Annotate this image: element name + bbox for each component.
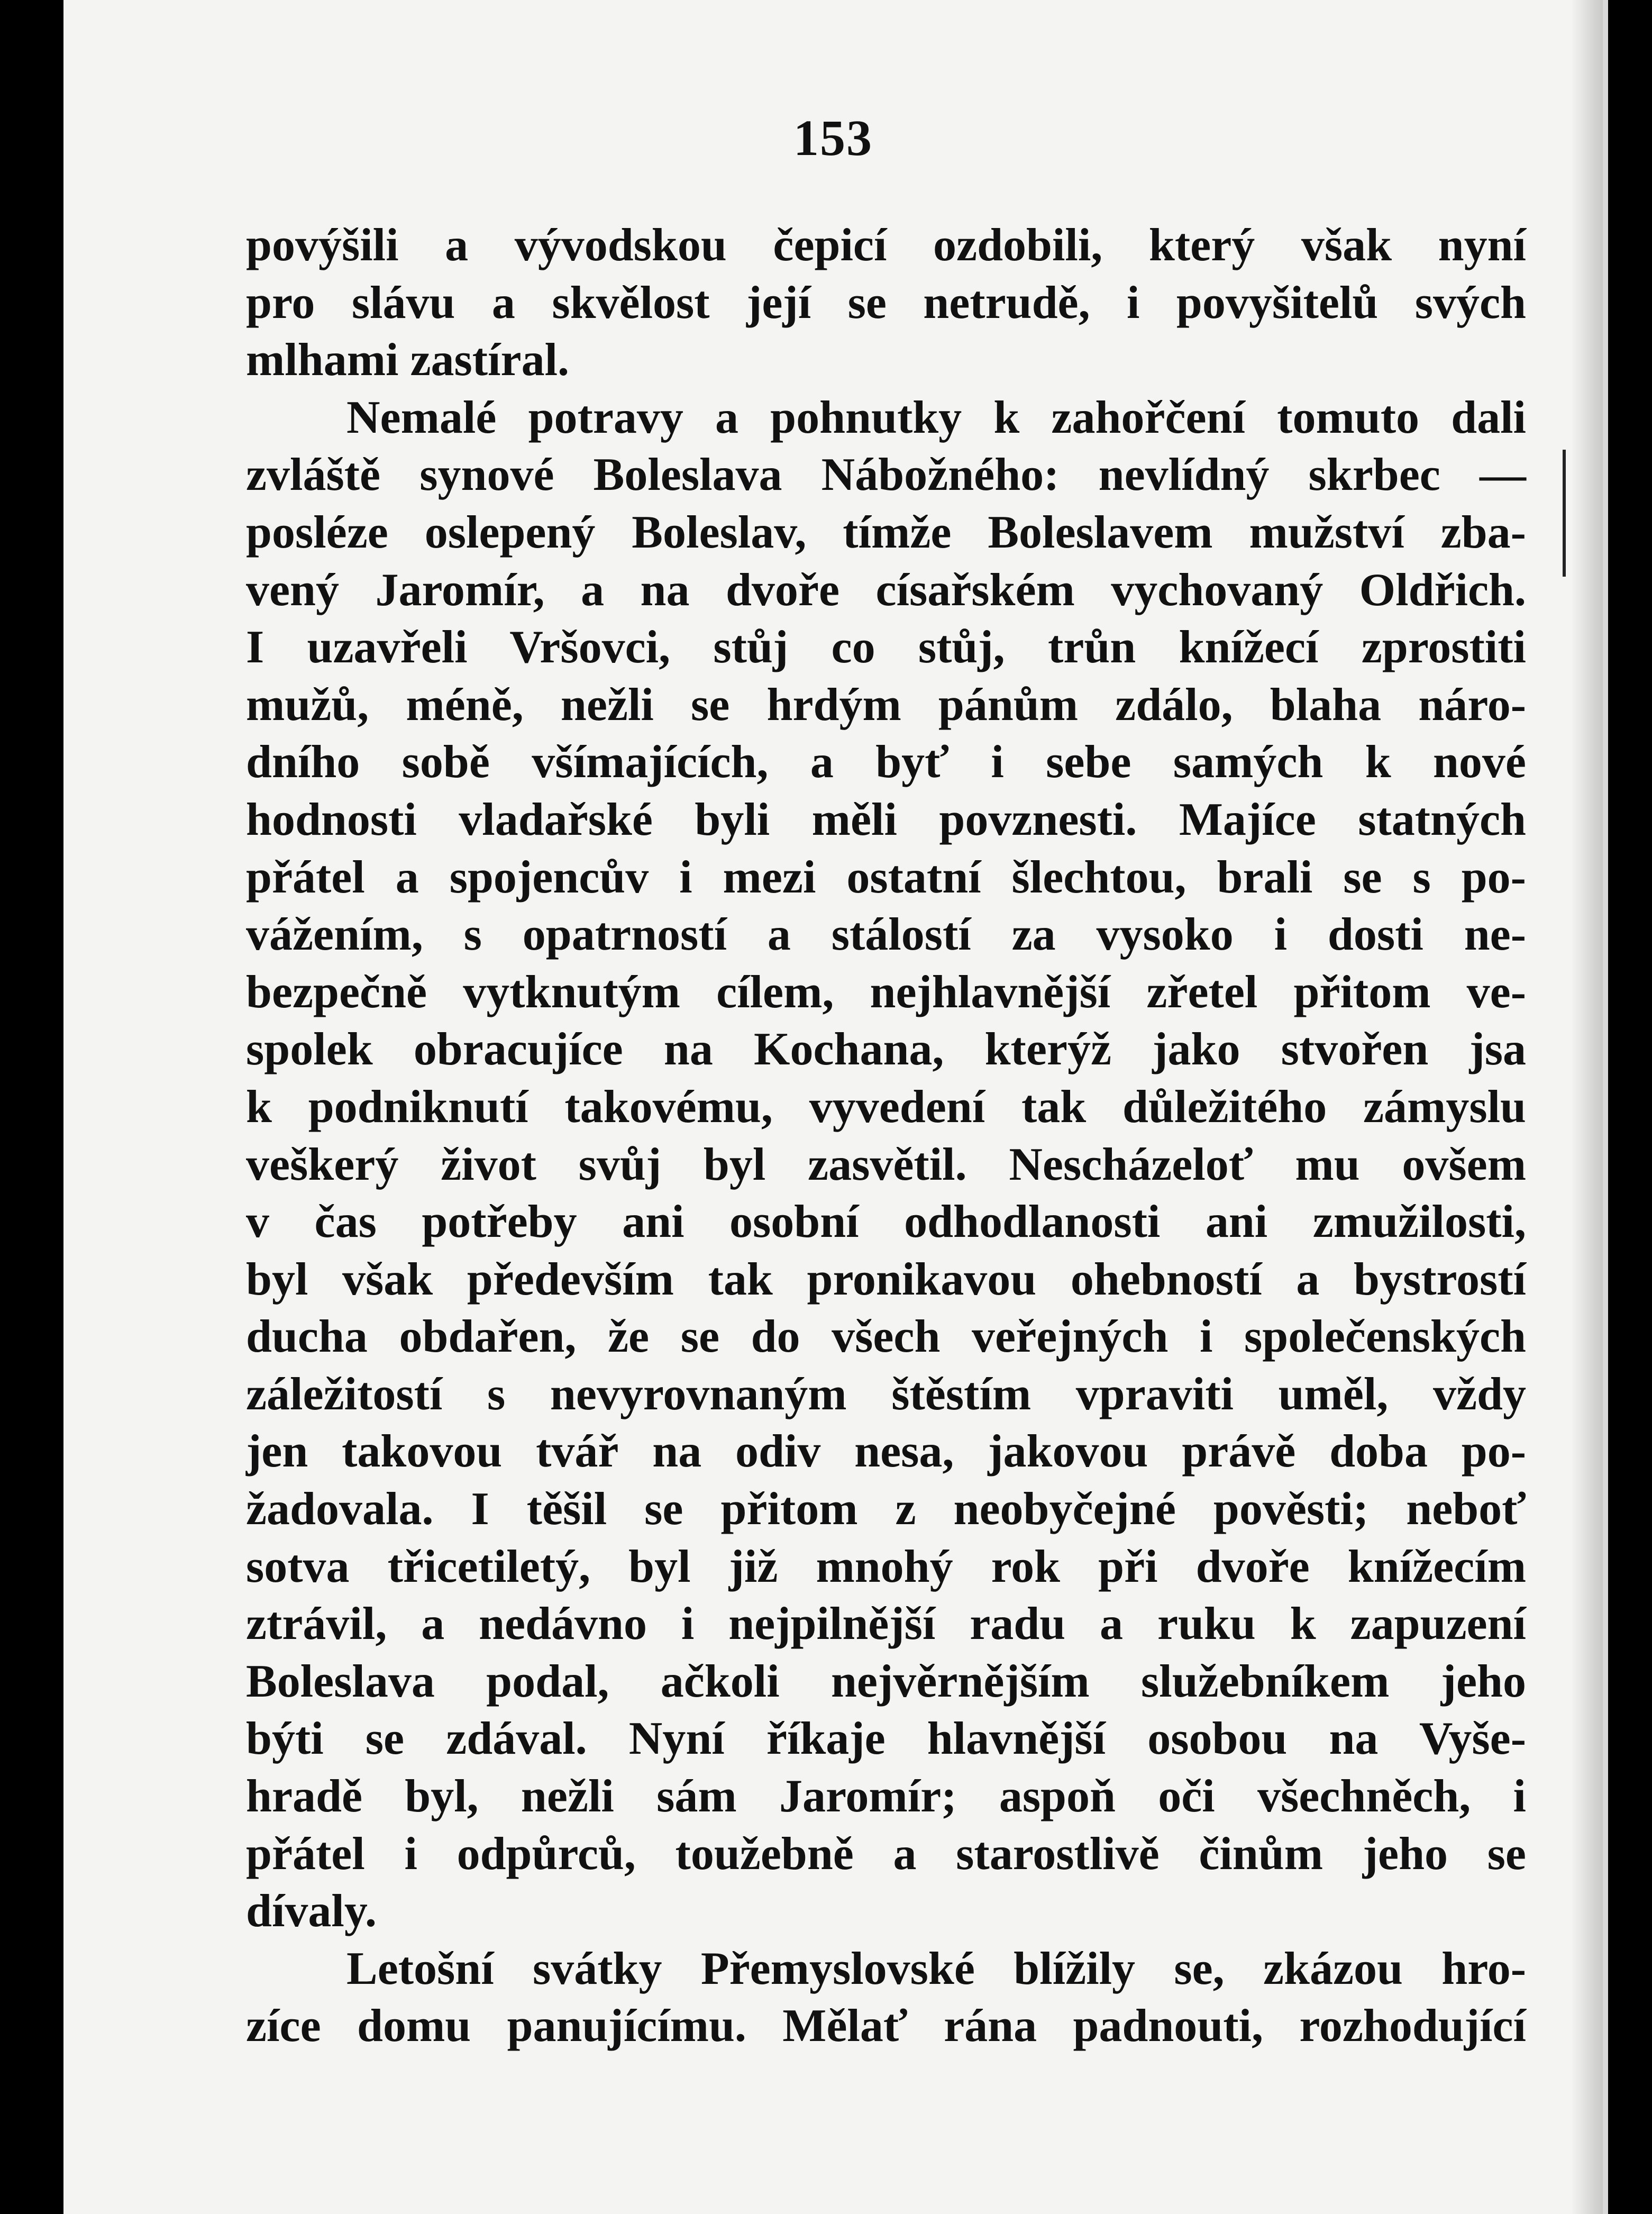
text-line: mlhami zastíral.: [246, 334, 570, 386]
body-text: [246, 217, 1526, 2055]
text-line: vážením, s opatrností a stálostí za vysoko i dosti ne-: [246, 909, 1526, 961]
text-line: Boleslava podal, ačkoli nejvěrnějším služebníkem jeho: [246, 1655, 1526, 1707]
text-line: Letošní svátky Přemyslovské blížily se, zkázou hro-: [346, 1943, 1526, 1994]
text-line: k podniknutí takovému, vyvedení tak důležitého zámyslu: [246, 1081, 1526, 1133]
text-line: sotva třicetiletý, byl již mnohý rok při dvoře knížecím: [246, 1541, 1526, 1592]
text-line: hodnosti vladařské byli měli povznesti. Majíce statných: [246, 794, 1526, 845]
text-line: posléze oslepený Boleslav, tímže Boleslavem mužství zba-: [246, 506, 1526, 558]
text-line: ducha obdařen, že se do všech veřejných i společenských: [246, 1311, 1526, 1363]
text-line: dívaly.: [246, 1885, 377, 1937]
text-line: I uzavřeli Vršovci, stůj co stůj, trůn knížecí zprostiti: [246, 622, 1526, 673]
text-line: bezpečně vytknutým cílem, nejhlavnější zřetel přitom ve-: [246, 966, 1526, 1018]
text-line: hradě byl, nežli sám Jaromír; aspoň oči všechněch, i: [246, 1771, 1526, 1823]
text-line: povýšili a vývodskou čepicí ozdobili, který však nyní: [246, 220, 1526, 271]
text-line: spolek obracujíce na Kochana, kterýž jako stvořen jsa: [246, 1024, 1526, 1076]
text-line: jen takovou tvář na odiv nesa, jakovou právě doba po-: [246, 1426, 1526, 1478]
text-line: žadovala. I těšil se přitom z neobyčejné pověsti; neboť: [246, 1483, 1526, 1535]
text-line: veškerý život svůj byl zasvětil. Nescházeloť mu ovšem: [246, 1138, 1526, 1190]
text-line: zvláště synové Boleslava Nábožného: nevlídný skrbec —: [246, 449, 1526, 501]
text-line: pro slávu a skvělost její se netrudě, i povyšitelů svých: [246, 277, 1526, 329]
text-line: dního sobě všímajících, a byť i sebe samých k nové: [246, 736, 1526, 788]
text-line: vený Jaromír, a na dvoře císařském vychovaný Oldřich.: [246, 564, 1526, 616]
text-line: přátel i odpůrců, toužebně a starostlivě činům jeho se: [246, 1828, 1526, 1880]
text-line: přátel a spojencův i mezi ostatní šlechtou, brali se s po-: [246, 851, 1526, 903]
text-line: v čas potřeby ani osobní odhodlanosti ani zmužilosti,: [246, 1196, 1526, 1248]
text-line: mužů, méně, nežli se hrdým pánům zdálo, blaha náro-: [246, 679, 1526, 731]
book-page: [63, 0, 1608, 2214]
text-line: zíce domu panujícímu. Mělať rána padnouti, rozhodující: [246, 2000, 1526, 2052]
text-line: záležitostí s nevyrovnaným štěstím vpraviti uměl, vždy: [246, 1368, 1526, 1420]
text-line: byl však především tak pronikavou ohebností a bystrostí: [246, 1253, 1526, 1305]
margin-mark: [1563, 450, 1566, 577]
page-number: 153: [793, 110, 873, 166]
text-line: Nemalé potravy a pohnutky k zahořčení tomuto dali: [346, 391, 1526, 443]
text-line: ztrávil, a nedávno i nejpilnější radu a ruku k zapuzení: [246, 1598, 1526, 1650]
text-line: býti se zdával. Nyní říkaje hlavnější osobou na Vyše-: [246, 1713, 1526, 1765]
